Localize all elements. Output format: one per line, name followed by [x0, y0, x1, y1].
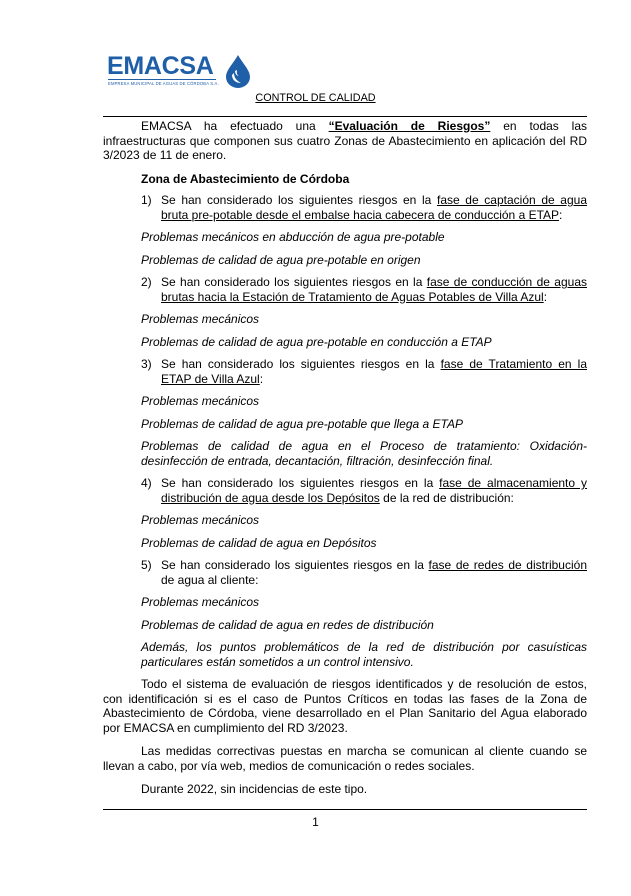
page-title: CONTROL DE CALIDAD — [255, 92, 376, 104]
item-phase: fase de redes de distribución — [428, 558, 587, 572]
item-number: 4) — [141, 476, 152, 490]
list-item — [141, 193, 587, 222]
item-text-start: Se han considerado los siguientes riesgos en la — [161, 476, 440, 490]
item-text-end: de la red de distribución: — [379, 490, 514, 505]
closing-paragraph: Todo el sistema de evaluación de riesgos identificados y de resolución de estos, con identificación si es el caso de Puntos Críticos en todas las fases de la Zona de Abastecimiento de Córdoba, viene desarrollado en el Plan Sanitario del Agua elaborado por EMACSA en cumplimiento del RD 3/2023. — [103, 677, 587, 735]
logo-subtitle: EMPRESA MUNICIPAL DE AGUAS DE CÓRDOBA S.A. — [108, 81, 219, 86]
list-item — [141, 476, 587, 505]
item-phase: fase de conducción de aguas brutas hacia la Estación de Tratamiento de Aguas Potables de Villa Azul — [161, 275, 587, 304]
closing-paragraph: Las medidas correctivas puestas en marcha se comunican al cliente cuando se llevan a cabo, por vía web, medios de comunicación o redes sociales. — [103, 744, 587, 773]
risk-line: Problemas mecánicos — [141, 595, 260, 609]
risk-line: Problemas de calidad de agua pre-potable en conducción a ETAP — [141, 334, 492, 349]
list-item — [141, 275, 587, 304]
water-drop-icon — [224, 54, 252, 88]
item-phase: fase de almacenamiento y distribución de agua desde los Depósitos — [161, 476, 587, 505]
item-text — [161, 558, 587, 587]
list-item — [141, 357, 587, 386]
item-number: 2) — [141, 275, 152, 289]
item-text-start: Se han considerado los siguientes riesgos en la — [161, 357, 441, 371]
risk-line: Problemas de calidad de agua pre-potable que llega a ETAP — [141, 416, 463, 431]
item-text-start: Se han considerado los siguientes riesgos en la — [161, 275, 427, 289]
item-text — [161, 357, 587, 386]
logo-wordmark: EMACSA — [107, 52, 214, 80]
item-phase: fase de captación de agua bruta pre-potable desde el embalse hacia cabecera de conducción a ETAP — [161, 193, 588, 222]
item-text-start: Se han considerado los siguientes riesgos en la — [161, 558, 429, 572]
risk-line: Problemas de calidad de agua pre-potable en origen — [141, 252, 421, 267]
document-body — [103, 116, 587, 806]
risk-line: Problemas mecánicos — [141, 513, 260, 527]
list-item — [141, 558, 587, 587]
item-text — [161, 193, 587, 222]
closing-paragraph: Durante 2022, sin incidencias de este tipo. — [141, 782, 368, 796]
item-number: 5) — [141, 558, 152, 572]
emacsa-logo — [107, 52, 249, 92]
top-rule — [103, 116, 587, 117]
risk-line: Problemas mecánicos — [141, 394, 260, 408]
item-text-end: de agua al cliente: — [161, 572, 259, 587]
item-text-end: : — [259, 371, 264, 386]
item-number: 1) — [141, 193, 152, 207]
risk-line: Además, los puntos problemáticos de la red de distribución por casuísticas particulares están sometidos a un control intensivo. — [141, 640, 587, 669]
risk-line: Problemas de calidad de agua en redes de distribución — [141, 617, 434, 632]
zone-heading: Zona de Abastecimiento de Córdoba — [141, 171, 350, 186]
item-text — [161, 476, 587, 505]
intro-text-end: en todas las infraestructuras que componen sus cuatro Zonas de Abastecimiento en aplicación del RD 3/2023 de 11 de enero. — [103, 119, 588, 162]
intro-paragraph — [103, 119, 587, 163]
page-number: 1 — [312, 815, 319, 829]
item-phase: fase de Tratamiento en la ETAP de Villa Azul — [161, 357, 588, 386]
item-text-end: : — [559, 207, 563, 222]
risk-line: Problemas de calidad de agua en Depósitos — [141, 535, 377, 550]
risk-line: Problemas de calidad de agua en el Proceso de tratamiento: Oxidación-desinfección de entrada, decantación, filtración, desinfección final. — [141, 439, 587, 468]
item-text — [161, 275, 587, 304]
intro-text-start: EMACSA ha efectuado una — [141, 119, 329, 133]
item-number: 3) — [141, 357, 152, 371]
risk-line: Problemas mecánicos — [141, 312, 260, 326]
risk-line: Problemas mecánicos en abducción de agua pre-potable — [141, 230, 445, 244]
footer-rule — [103, 809, 587, 810]
intro-emphasis: “Evaluación de Riesgos” — [328, 119, 491, 133]
item-text-end: : — [543, 289, 548, 304]
item-text-start: Se han considerado los siguientes riesgos en la — [161, 193, 437, 207]
